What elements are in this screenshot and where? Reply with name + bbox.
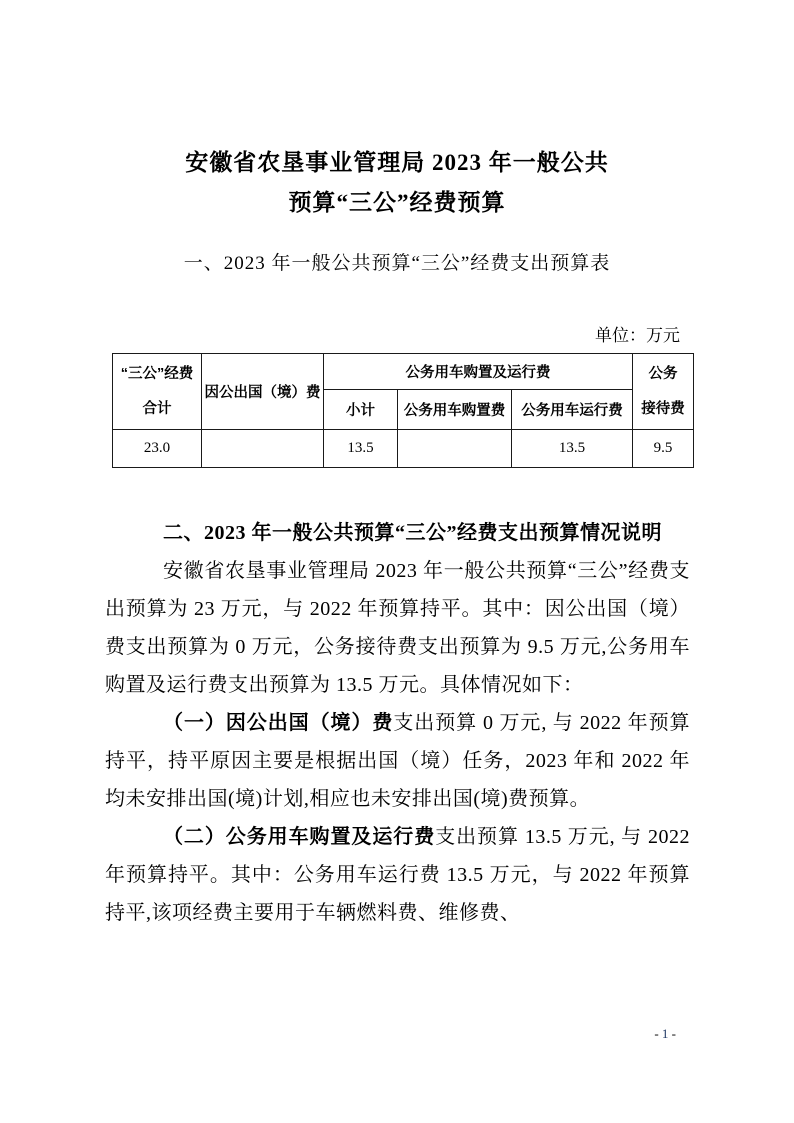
section-one-heading: 一、2023 年一般公共预算“三公”经费支出预算表 (183, 253, 611, 274)
item2-text: 支出预算 13.5 万元, 与 2022 年预算持平。其中：公务用车运行费 13.5 万元，与 2022 年预算持平,该项经费主要用于车辆燃料费、维修费、 (105, 826, 690, 924)
header-reception-line1: 公务 (648, 365, 678, 382)
header-sangong-total-line1: “三公”经费 (120, 365, 194, 382)
item1-text: 支出预算 0 万元, 与 2022 年预算持平，持平原因主要是根据出国（境）任务，2023 年和 2022 年均未安排出国(境)计划,相应也未安排出国(境)费预算。 (105, 712, 691, 810)
value-sangong-total: 23.0 (113, 430, 202, 468)
document-title-line1: 安徽省农垦事业管理局 2023 年一般公共 (185, 150, 609, 175)
header-vehicle-subtotal: 小计 (324, 390, 398, 430)
section-two-heading: 二、2023 年一般公共预算“三公”经费支出预算情况说明 (163, 522, 662, 544)
page-number (654, 1026, 676, 1042)
value-vehicle-operation: 13.5 (512, 430, 633, 468)
item1-lead: （一）因公出国（境）费 (163, 712, 394, 734)
header-sangong-total (113, 354, 202, 430)
header-vehicle-group: 公务用车购置及运行费 (324, 354, 633, 390)
page-number-prefix: - (654, 1026, 662, 1041)
header-vehicle-operation: 公务用车运行费 (512, 390, 633, 430)
header-abroad-fee: 因公出国（境）费 (202, 354, 324, 430)
intro-paragraph-text: 安徽省农垦事业管理局 2023 年一般公共预算“三公”经费支出预算为 23 万元，与 2022 年预算持平。其中：因公出国（境）费支出预算为 0 万元，公务接待费支出预算为 9.5 万元,公务用车购置及运行费支出预算为 13.5 万元。具体情况如下： (105, 560, 690, 696)
header-vehicle-purchase: 公务用车购置费 (398, 390, 512, 430)
document-title (0, 143, 794, 223)
value-reception-fee: 9.5 (633, 430, 694, 468)
body-text (0, 514, 794, 932)
value-abroad-fee (202, 430, 324, 468)
item1-paragraph (105, 704, 690, 818)
page-number-suffix: - (668, 1026, 676, 1041)
item2-paragraph (105, 818, 690, 932)
header-reception-fee (633, 354, 694, 430)
page-number-value: 1 (661, 1026, 669, 1041)
sangong-budget-table (112, 353, 694, 468)
header-sangong-total-line2: 合计 (142, 400, 172, 417)
table-unit-note: 单位：万元 (595, 326, 680, 345)
header-reception-line2: 接待费 (641, 400, 685, 417)
item2-lead: （二）公务用车购置及运行费 (163, 826, 436, 848)
value-vehicle-subtotal: 13.5 (324, 430, 398, 468)
intro-paragraph (105, 552, 690, 704)
table-data-row (113, 430, 694, 468)
value-vehicle-purchase (398, 430, 512, 468)
document-title-line2: 预算“三公”经费预算 (288, 190, 506, 215)
